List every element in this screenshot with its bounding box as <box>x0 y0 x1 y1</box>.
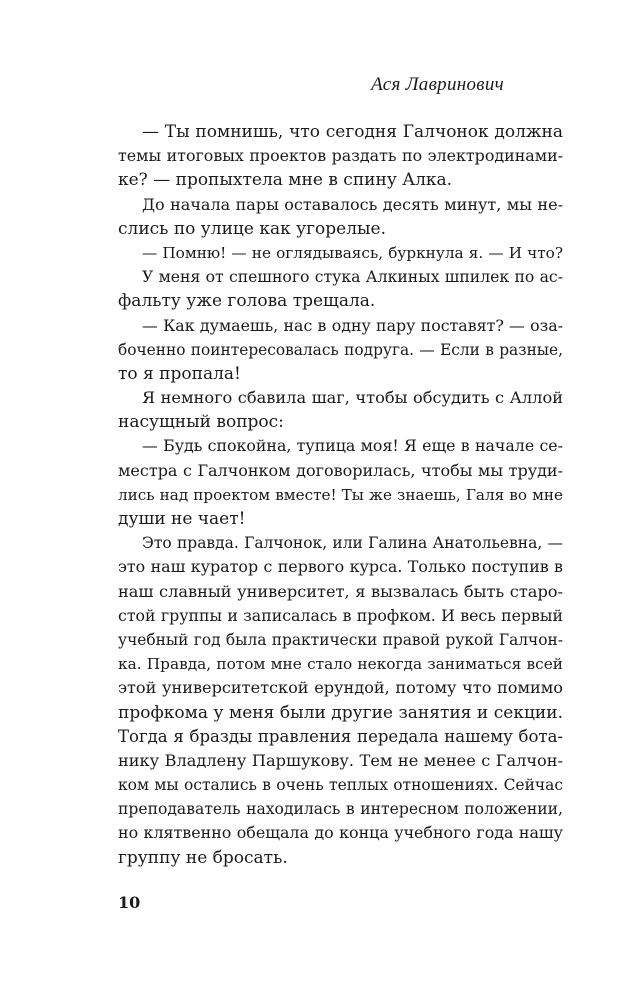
text-line: местра с Галчонком договорилась, чтобы мы труди- <box>118 460 563 480</box>
text-line: насущный вопрос: <box>118 412 284 433</box>
text-line: профкома у меня были другие занятия и секции. <box>118 702 563 723</box>
text-line: группу не бросать. <box>118 847 288 868</box>
text-line: стой группы и записалась в профком. И весь первый <box>118 605 563 625</box>
text-line: но клятвенно обещала до конца учебного года нашу <box>118 823 563 843</box>
text-line: — Помню! — не оглядываясь, буркнула я. — И что? <box>142 243 563 262</box>
text-line: ке? — пропыхтела мне в спину Алка. <box>118 170 453 191</box>
text-line: — Будь спокойна, тупица моя! Я еще в начале се- <box>142 436 563 456</box>
running-header-author: Ася Лавринович <box>371 74 504 95</box>
text-line: боченно поинтересовалась подруга. — Если в разные, <box>118 340 563 359</box>
text-line: лись над проектом вместе! Ты же знаешь, Галя во мне <box>118 485 563 504</box>
text-line: слись по улице как угорелые. <box>118 218 386 239</box>
text-line: этой университетской ерундой, потому что помимо <box>118 678 563 698</box>
text-line: ком мы остались в очень теплых отношениях. Сейчас <box>118 776 563 795</box>
text-line: нику Владлену Паршукову. Тем не менее с Галчон- <box>118 750 563 770</box>
page-number: 10 <box>118 893 141 912</box>
text-line: темы итоговых проектов раздать по электродинами- <box>118 146 563 166</box>
text-line: души не чает! <box>118 509 246 529</box>
text-line: то я пропала! <box>118 363 241 384</box>
text-line: учебный год была практически правой рукой Галчон- <box>118 630 563 649</box>
text-line: наш славный университет, я вызвалась быть старо- <box>118 581 563 601</box>
text-line: — Как думаешь, нас в одну пару поставят? — оза- <box>142 315 563 335</box>
text-line: У меня от спешного стука Алкиных шпилек по ас- <box>142 267 563 287</box>
text-line: Я немного сбавила шаг, чтобы обсудить с Аллой <box>142 388 563 408</box>
text-line: До начала пары оставалось десять минут, мы не- <box>142 194 563 214</box>
text-line: Это правда. Галчонок, или Галина Анатольевна, — <box>142 534 563 553</box>
text-line: это наш куратор с первого курса. Только поступив в <box>118 557 563 577</box>
text-line: ка. Правда, потом мне стало некогда заниматься всей <box>118 655 563 674</box>
body-text <box>118 120 563 870</box>
text-line: фальту уже голова трещала. <box>118 291 376 312</box>
text-line: преподаватель находилась в интересном положении, <box>118 800 563 819</box>
text-line: — Ты помнишь, что сегодня Галчонок должна <box>142 122 563 142</box>
text-line: Тогда я бразды правления передала нашему бота- <box>118 726 563 746</box>
